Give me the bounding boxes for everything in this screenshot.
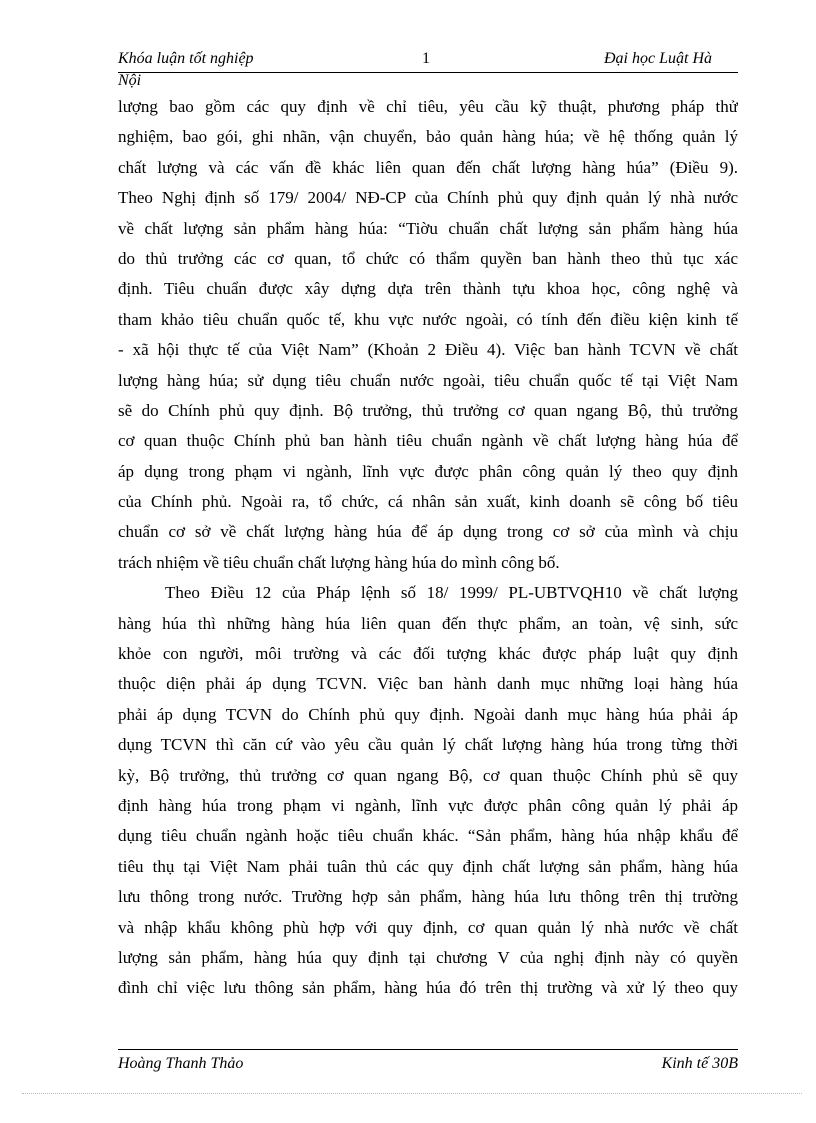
text-line: lưu thông trong nước. Trường hợp sản phẩm, hàng húa lưu thông trên thị trường (118, 887, 738, 907)
text-line: lượng hàng húa; sử dụng tiêu chuẩn nước ngoài, tiêu chuẩn quốc tế tại Việt Nam (118, 370, 738, 390)
text-line: thuộc diện phải áp dụng TCVN. Việc ban hành danh mục những loại hàng húa (118, 674, 738, 694)
footer-author: Hoàng Thanh Thảo (118, 1055, 244, 1072)
header-university: Đại học Luật Hà (604, 50, 712, 67)
page-boundary (22, 1093, 802, 1094)
text-line: tham khảo tiêu chuẩn quốc tế, khu vực nước ngoài, có tính đến điều kiện kinh tế (118, 309, 738, 329)
text-line: của Chính phủ. Ngoài ra, tổ chức, cá nhân sản xuất, kinh doanh sẽ công bố tiêu (118, 492, 738, 512)
text-line: dụng tiêu chuẩn ngành hoặc tiêu chuẩn khác. “Sản phẩm, hàng húa nhập khẩu để (118, 826, 738, 846)
text-line: chất lượng và các vấn đề khác liên quan đến chất lượng hàng húa” (Điều 9). (118, 157, 738, 177)
text-line: kỳ, Bộ trưởng, thủ trưởng cơ quan ngang Bộ, cơ quan thuộc Chính phủ sẽ quy (118, 765, 738, 785)
text-line: lượng sản phẩm, hàng húa quy định tại chương V của nghị định này có quyền (118, 947, 738, 967)
text-line: sẽ do Chính phủ quy định. Bộ trưởng, thủ trưởng cơ quan ngang Bộ, thủ trưởng (118, 400, 738, 420)
text-line: định hàng húa trong phạm vi ngành, lĩnh vực được phân công quản lý phải áp (118, 795, 738, 815)
text-line: áp dụng trong phạm vi ngành, lĩnh vực được phân công quản lý theo quy định (118, 461, 738, 481)
text-line: lượng bao gồm các quy định về chỉ tiêu, yêu cầu kỹ thuật, phương pháp thử (118, 97, 738, 116)
text-line: về chất lượng sản phẩm hàng húa: “Tiờu chuẩn chất lượng sản phẩm hàng húa (118, 218, 738, 238)
text-line: do thủ trưởng các cơ quan, tổ chức có thẩm quyền ban hành theo thủ tục xác (118, 248, 738, 268)
text-line: hàng húa thì những hàng húa liên quan đến thực phẩm, an toàn, vệ sinh, sức (118, 613, 738, 633)
body-text (118, 92, 738, 1004)
text-line: cơ quan thuộc Chính phủ ban hành tiêu chuẩn ngành về chất lượng hàng húa để (118, 431, 738, 451)
page-footer (118, 1049, 738, 1076)
text-line: Theo Nghị định số 179/ 2004/ NĐ-CP của Chính phủ quy định quản lý nhà nước (118, 188, 738, 208)
header-thesis-label: Khóa luận tốt nghiệp (118, 50, 254, 67)
text-line: trách nhiệm về tiêu chuẩn chất lượng hàng húa do mình công bố. (118, 552, 560, 572)
text-line: phải áp dụng TCVN do Chính phủ quy định. Ngoài danh mục hàng húa phải áp (118, 704, 738, 724)
text-line: dụng TCVN thì căn cứ vào yêu cầu quản lý chất lượng hàng húa trong từng thời (118, 735, 738, 755)
text-line: đình chỉ việc lưu thông sản phẩm, hàng húa đó trên thị trường và xử lý theo quy (118, 978, 738, 998)
page-number: 1 (422, 50, 430, 67)
text-line: và nhập khẩu không phù hợp với quy định, cơ quan quản lý nhà nước về chất (118, 917, 738, 937)
text-line: định. Tiêu chuẩn được xây dựng dựa trên thành tựu khoa học, công nghệ và (118, 279, 738, 299)
header-university-continued: Nội (118, 72, 142, 89)
page-header (118, 50, 738, 73)
text-line: khỏe con người, môi trường và các đối tượng khác được pháp luật quy định (118, 644, 738, 664)
text-line: chuẩn cơ sở về chất lượng hàng húa để áp dụng trong cơ sở của mình và chịu (118, 522, 738, 542)
text-line: Theo Điều 12 của Pháp lệnh số 18/ 1999/ PL-UBTVQH10 về chất lượng (165, 583, 738, 603)
footer-class: Kinh tế 30B (661, 1055, 738, 1072)
text-line: nghiệm, bao gói, ghi nhãn, vận chuyển, bảo quản hàng húa; về hệ thống quản lý (118, 127, 738, 147)
text-line: - xã hội thực tế của Việt Nam” (Khoản 2 Điều 4). Việc ban hành TCVN về chất (118, 340, 738, 360)
text-line: tiêu thụ tại Việt Nam phải tuân thủ các quy định chất lượng sản phẩm, hàng húa (118, 856, 738, 876)
